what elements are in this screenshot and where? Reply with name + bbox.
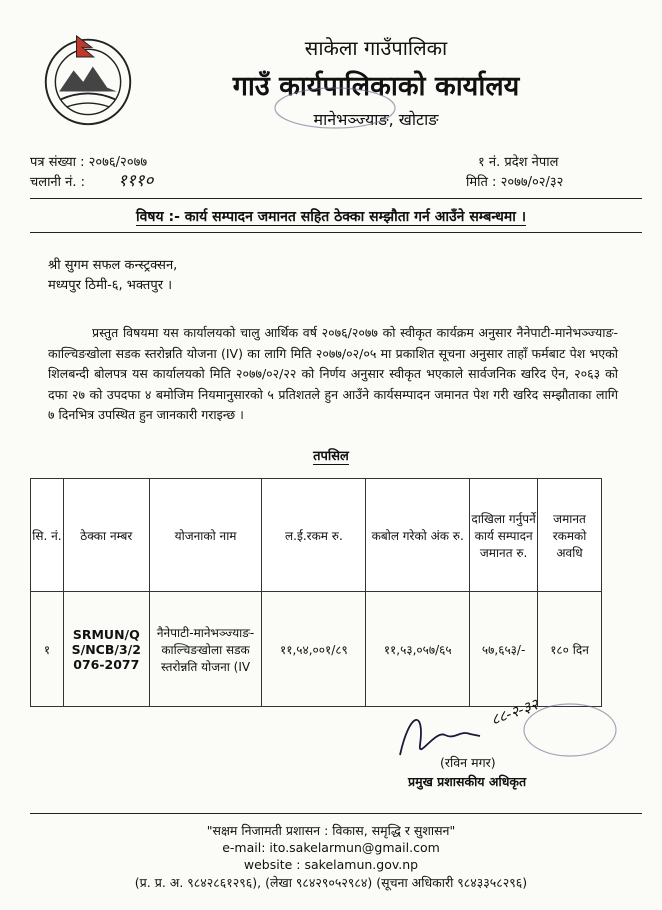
miti: मिति : २०७७/०२/३२ [466, 175, 564, 190]
footer-website: website : sakelamun.gov.np [243, 857, 419, 872]
divider-top [30, 198, 642, 199]
header-line-3: मानेभञ्ज्याङ, खोटाङ [313, 110, 439, 129]
signatory-post: प्रमुख प्रशासकीय अधिकृत [408, 774, 527, 789]
signatory-name: (रविन मगर) [440, 755, 496, 770]
footer-email: e-mail: ito.sakelarmun@gmail.com [222, 840, 440, 855]
footer-slogan: "सक्षम निजामती प्रशासन : विकास, समृद्धि र सुशासन" [206, 823, 456, 838]
tapasil-heading: तपसिल [313, 449, 349, 464]
divider-footer [30, 813, 642, 814]
body-paragraph: प्रस्तुत विषयमा यस कार्यालयको चालु आर्थिक वर्ष २०७६/२०७७ को स्वीकृत कार्यक्रम अनुसार नैनेपाटी-मानेभञ्ज्याङ-काल्चिङखोला सडक स्तरोन्नति योजना (IV) का लागि मिति २०७७/०२/०५ मा प्रकाशित सूचना अनुसार ताहाँ फर्मबाट पेश भएको शिलबन्दी बोलपत्र यस कार्यालयको मिति २०७७/०२/२२ को निर्णय अनुसार स्वीकृत भएकाले सार्वजनिक खरिद ऐन, २०६३ को दफा २७ को उपदफा ४ बमोजिम नियमानुसारको ५ प्रतिशतले हुन आउँने कार्यसम्पादन जमानत पेश गरी खरिद सम्झौताका लागि ७ दिनभित्र उपस्थित हुन जानकारी गराइन्छ । [48, 325, 618, 422]
signature-date: ८८-२-३२ [488, 695, 541, 729]
subject: विषय :- कार्य सम्पादन जमानत सहित ठेक्का सम्झौता गर्न आउँने सम्बन्धमा । [135, 209, 527, 225]
table-header: कबोल गरेको अंक रु. [366, 479, 470, 592]
table-cell: ११,५३,०५७/६५ [366, 592, 470, 707]
chalani-number: १११० [118, 171, 154, 191]
patra-sankhya: पत्र संख्या : २०७६/२०७७ [30, 155, 148, 170]
table-header-row [31, 479, 602, 592]
footer-phones: (प्र. प्र. अ. ९८४२८६१२९६), (लेखा ९८४२९०५२९८४) (सूचना अधिकारी ९८४३३५८२९६) [134, 875, 528, 890]
table-header: जमानत रकमको अवधि [538, 479, 602, 592]
office-stamp [270, 84, 400, 132]
divider-subject [30, 232, 642, 233]
header-line-1: साकेला गाउँपालिका [304, 36, 448, 60]
table-row [31, 592, 602, 707]
table-cell: SRMUN/QS/NCB/3/2076-2077 [63, 592, 149, 707]
chalani-label: चलानी नं. : [30, 175, 86, 190]
table-header: ठेक्का नम्बर [63, 479, 149, 592]
addressee-line-2: मध्यपुर ठिमी-६, भक्तपुर । [48, 278, 173, 293]
header-line-2: गाउँ कार्यपालिकाको कार्यालय [232, 71, 520, 102]
pradesh: १ नं. प्रदेश नेपाल [478, 155, 559, 170]
table-header: सि. नं. [31, 479, 64, 592]
table-cell: १८० दिन [538, 592, 602, 707]
table-header: ल.ई.रकम रु. [262, 479, 366, 592]
contract-table [30, 478, 602, 707]
table-header: योजनाको नाम [149, 479, 262, 592]
table-cell: ५७,६५३/- [470, 592, 538, 707]
table-header: दाखिला गर्नुपर्ने कार्य सम्पादन जमानत रु. [470, 479, 538, 592]
table-cell: १ [31, 592, 64, 707]
table-cell: नैनेपाटी-मानेभञ्ज्याङ-काल्चिङखोला सडक स्तरोन्नति योजना (IV [149, 592, 262, 707]
table-cell: ११,५४,००१/८९ [262, 592, 366, 707]
addressee-line-1: श्री सुगम सफल कन्स्ट्रक्सन, [48, 258, 178, 273]
